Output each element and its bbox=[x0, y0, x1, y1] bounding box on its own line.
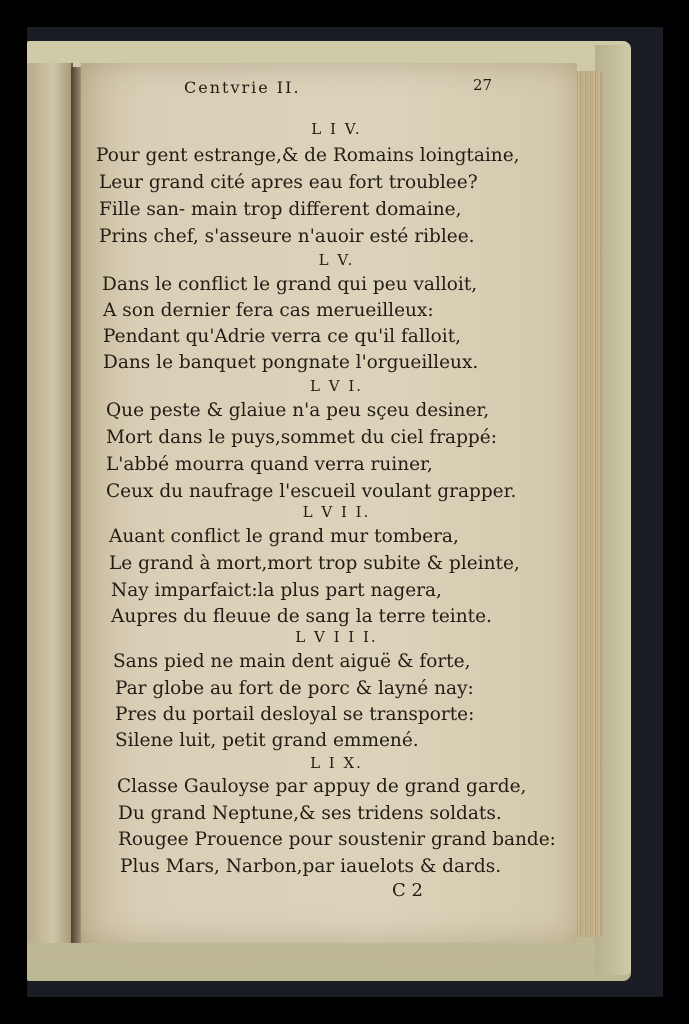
verse-line: Dans le banquet pongnate l'orgueilleux. bbox=[103, 352, 479, 373]
verse-line: Aupres du fleuue de sang la terre teinte. bbox=[111, 606, 492, 627]
verse-line: Par globe au fort de porc & layné nay: bbox=[115, 678, 474, 699]
verse-line: Pendant qu'Adrie verra ce qu'il falloit, bbox=[103, 326, 462, 347]
page-header bbox=[0, 78, 689, 102]
verse-line: Pour gent estrange,& de Romains loingtaine, bbox=[96, 145, 520, 166]
verse-line: Mort dans le puys,sommet du ciel frappé: bbox=[106, 427, 497, 448]
verse-line: Plus Mars, Narbon,par iauelots & dards. bbox=[120, 856, 502, 877]
quatrain-numeral: L V. bbox=[318, 251, 355, 269]
verse-line: Auant conflict le grand mur tombera, bbox=[109, 526, 459, 547]
verse-line: Que peste & glaiue n'a peu sçeu desiner, bbox=[106, 400, 490, 421]
quatrain-numeral: L V I. bbox=[309, 377, 364, 395]
verse-line: Sans pied ne main dent aiguë & forte, bbox=[113, 651, 471, 672]
verse-line: Leur grand cité apres eau fort troublee? bbox=[99, 172, 478, 193]
verse-line: Dans le conflict le grand qui peu valloit, bbox=[102, 274, 478, 295]
verse-line: Le grand à mort,mort trop subite & pleinte, bbox=[109, 553, 520, 574]
page-number: 27 bbox=[473, 76, 493, 94]
verse-line: Du grand Neptune,& ses tridens soldats. bbox=[118, 803, 502, 824]
quatrain-numeral: L V I I I. bbox=[295, 628, 378, 646]
verse-line: Pres du portail desloyal se transporte: bbox=[115, 704, 475, 725]
signature-mark: C 2 bbox=[392, 880, 423, 901]
quatrain-numeral: L I V. bbox=[311, 120, 362, 138]
verse-line: Nay imparfaict:la plus part nagera, bbox=[111, 580, 442, 601]
quatrain-numeral: L I X. bbox=[310, 754, 363, 772]
verse-line: Fille san- main trop different domaine, bbox=[99, 199, 462, 220]
verse-line: L'abbé mourra quand verra ruiner, bbox=[106, 454, 433, 475]
verse-line: Classe Gauloyse par appuy de grand garde, bbox=[117, 776, 527, 797]
verse-line: A son dernier fera cas merueilleux: bbox=[103, 300, 434, 321]
running-head: Centvrie II. bbox=[184, 78, 301, 97]
verse-line: Rougee Prouence pour soustenir grand bande: bbox=[118, 829, 556, 850]
verse-line: Ceux du naufrage l'escueil voulant grapper. bbox=[106, 481, 517, 502]
verse-line: Prins chef, s'asseure n'auoir esté riblee. bbox=[99, 226, 475, 247]
quatrain-numeral: L V I I. bbox=[302, 503, 371, 521]
verse-line: Silene luit, petit grand emmené. bbox=[115, 730, 419, 751]
